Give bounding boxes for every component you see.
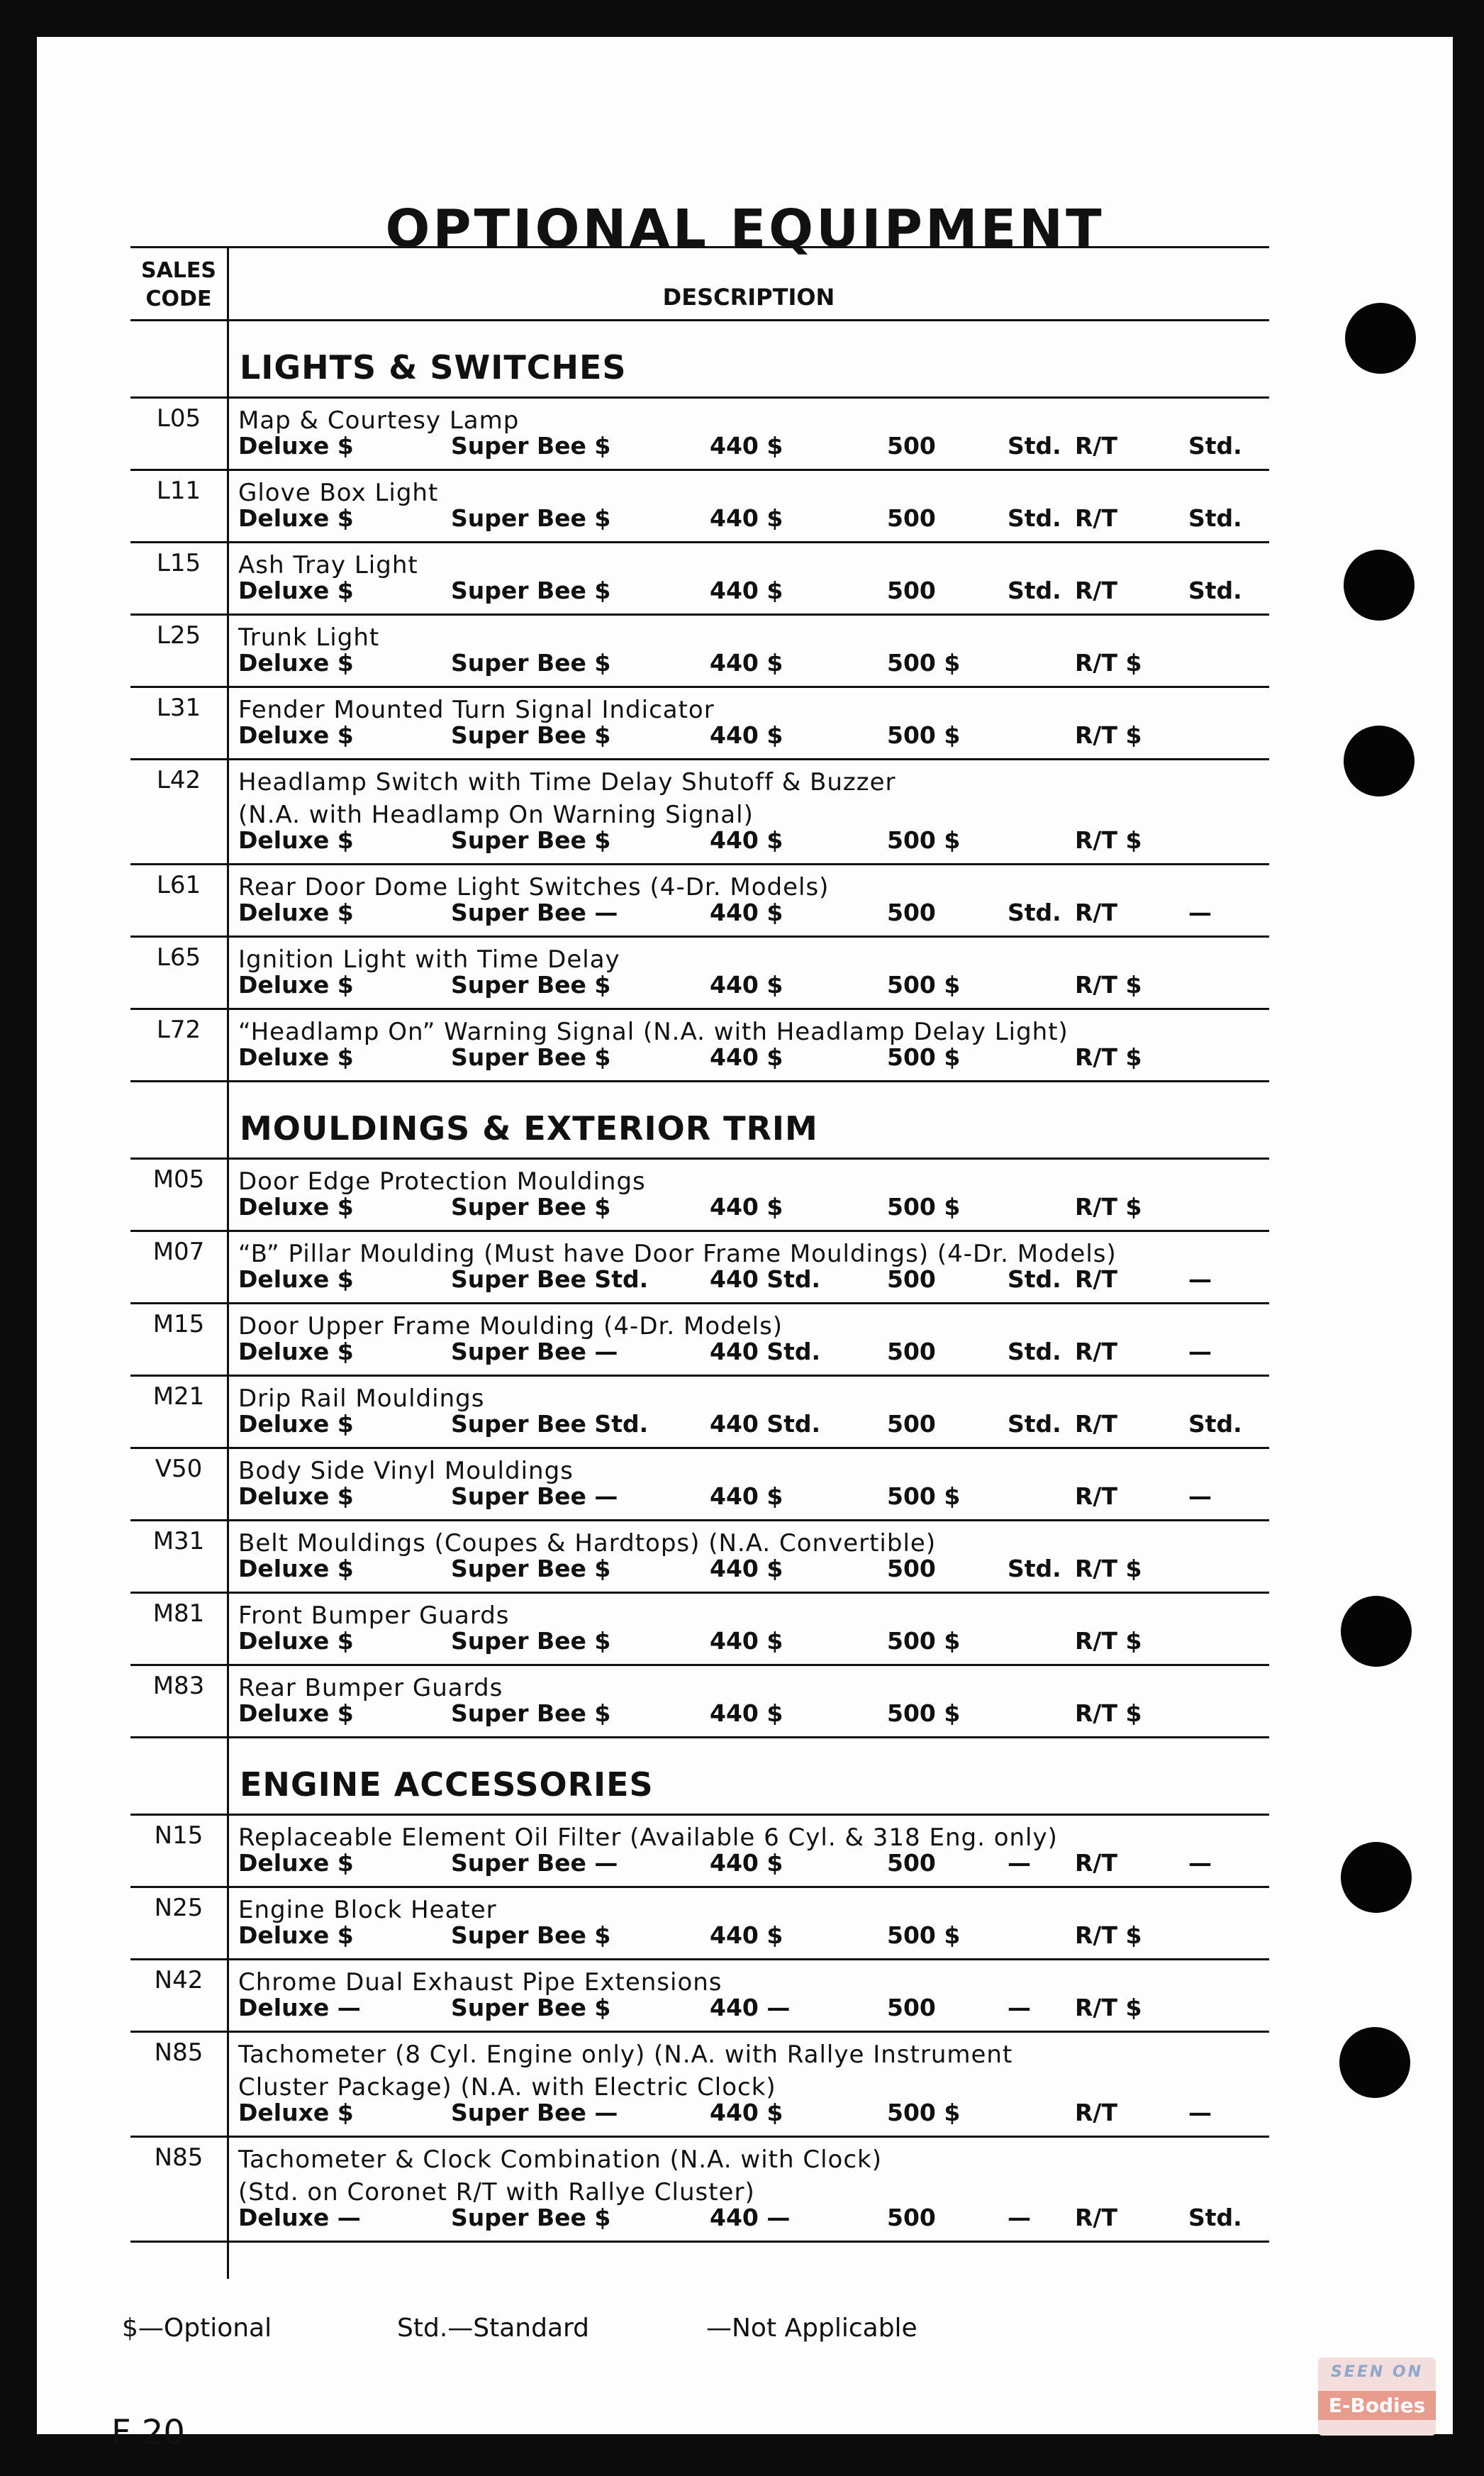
availability-std: Std. xyxy=(1008,1555,1061,1582)
sales-code: N25 xyxy=(154,1894,203,1922)
table-row xyxy=(130,2138,1269,2243)
availability-row xyxy=(238,721,1269,754)
item-description xyxy=(238,766,1262,831)
section-header xyxy=(130,321,1269,399)
table-row xyxy=(130,1594,1269,1666)
availability-rt: R/T $ xyxy=(1075,826,1142,854)
description-line: Trunk Light xyxy=(238,623,380,652)
availability-500: 500 xyxy=(887,1410,936,1438)
availability-last: — xyxy=(1188,2099,1212,2126)
description-line: Fender Mounted Turn Signal Indicator xyxy=(238,696,715,724)
description-line: Tachometer (8 Cyl. Engine only) (N.A. with Rallye Instrument xyxy=(238,2041,1013,2069)
table-row xyxy=(130,1377,1269,1449)
table-header xyxy=(130,246,1269,321)
description-line: Cluster Package) (N.A. with Electric Clock) xyxy=(238,2073,776,2102)
description-line: Glove Box Light xyxy=(238,479,439,507)
availability-440: 440 $ xyxy=(710,577,783,604)
availability-440: 440 $ xyxy=(710,1699,783,1727)
availability-row xyxy=(238,1921,1269,1954)
availability-last: — xyxy=(1188,899,1212,926)
table-row xyxy=(130,1960,1269,2033)
availability-440: 440 $ xyxy=(710,721,783,749)
availability-rt: R/T $ xyxy=(1075,1193,1142,1221)
section-title: ENGINE ACCESSORIES xyxy=(240,1765,654,1804)
availability-super-bee: Super Bee $ xyxy=(451,1921,611,1949)
availability-rt: R/T $ xyxy=(1075,971,1142,999)
description-line: Headlamp Switch with Time Delay Shutoff & Buzzer xyxy=(238,768,896,796)
watermark-logo xyxy=(1318,2358,1436,2436)
availability-440: 440 $ xyxy=(710,899,783,926)
availability-row xyxy=(238,649,1269,682)
availability-500: 500 xyxy=(887,1994,936,2021)
availability-500: 500 $ xyxy=(887,1043,961,1071)
description-header: DESCRIPTION xyxy=(662,284,835,311)
availability-row xyxy=(238,899,1269,931)
availability-row xyxy=(238,1994,1269,2026)
availability-rt: R/T $ xyxy=(1075,649,1142,677)
availability-440: 440 — xyxy=(710,1994,791,2021)
table-row xyxy=(130,865,1269,938)
availability-440: 440 Std. xyxy=(710,1410,821,1438)
availability-deluxe: Deluxe $ xyxy=(238,1410,354,1438)
availability-super-bee: Super Bee — xyxy=(451,1482,618,1510)
availability-deluxe: Deluxe $ xyxy=(238,1482,354,1510)
section-header xyxy=(130,1082,1269,1160)
sales-code: M21 xyxy=(152,1382,205,1411)
availability-500: 500 $ xyxy=(887,649,961,677)
availability-last: Std. xyxy=(1188,1410,1242,1438)
availability-super-bee: Super Bee — xyxy=(451,899,618,926)
availability-deluxe: Deluxe $ xyxy=(238,1043,354,1071)
availability-deluxe: Deluxe $ xyxy=(238,899,354,926)
availability-500: 500 $ xyxy=(887,1699,961,1727)
availability-row xyxy=(238,577,1269,609)
availability-row xyxy=(238,1338,1269,1370)
availability-super-bee: Super Bee $ xyxy=(451,2204,611,2231)
sales-code: L42 xyxy=(156,766,201,794)
legend-optional: $—Optional xyxy=(122,2314,272,2343)
sales-code: N15 xyxy=(154,1821,203,1850)
availability-deluxe: Deluxe — xyxy=(238,1994,361,2021)
availability-std: Std. xyxy=(1008,1338,1061,1365)
availability-rt: R/T xyxy=(1075,899,1117,926)
table-row xyxy=(130,688,1269,760)
table-row xyxy=(130,2033,1269,2138)
table-row xyxy=(130,1232,1269,1304)
item-description xyxy=(238,2038,1262,2104)
availability-440: 440 $ xyxy=(710,1043,783,1071)
description-line: (N.A. with Headlamp On Warning Signal) xyxy=(238,801,754,829)
availability-row xyxy=(238,432,1269,465)
sales-code: L25 xyxy=(156,621,201,650)
availability-rt: R/T xyxy=(1075,1849,1117,1877)
availability-deluxe: Deluxe $ xyxy=(238,1193,354,1221)
availability-row xyxy=(238,1193,1269,1226)
availability-deluxe: Deluxe $ xyxy=(238,721,354,749)
availability-super-bee: Super Bee Std. xyxy=(451,1265,649,1293)
availability-440: 440 $ xyxy=(710,826,783,854)
sales-code: M31 xyxy=(152,1527,205,1555)
availability-deluxe: Deluxe $ xyxy=(238,1699,354,1727)
availability-last: — xyxy=(1188,1265,1212,1293)
availability-rt: R/T $ xyxy=(1075,721,1142,749)
availability-rt: R/T $ xyxy=(1075,1043,1142,1071)
description-line: Chrome Dual Exhaust Pipe Extensions xyxy=(238,1968,723,1997)
description-line: Engine Block Heater xyxy=(238,1896,497,1924)
description-line: Drip Rail Mouldings xyxy=(238,1384,485,1413)
sales-code: N85 xyxy=(154,2038,203,2067)
description-line: Body Side Vinyl Mouldings xyxy=(238,1457,574,1485)
description-line: Belt Mouldings (Coupes & Hardtops) (N.A. Convertible) xyxy=(238,1529,937,1558)
availability-super-bee: Super Bee Std. xyxy=(451,1410,649,1438)
availability-last: Std. xyxy=(1188,577,1242,604)
availability-row xyxy=(238,1482,1269,1515)
availability-super-bee: Super Bee $ xyxy=(451,649,611,677)
legend-standard: Std.—Standard xyxy=(397,2314,590,2343)
sales-code: N42 xyxy=(154,1966,203,1994)
availability-500: 500 $ xyxy=(887,2099,961,2126)
availability-std: Std. xyxy=(1008,504,1061,532)
binder-hole xyxy=(1341,1842,1412,1913)
binder-hole xyxy=(1341,1596,1412,1667)
sales-code: M07 xyxy=(152,1238,205,1266)
availability-super-bee: Super Bee $ xyxy=(451,432,611,460)
document-page xyxy=(37,37,1453,2453)
availability-super-bee: Super Bee $ xyxy=(451,577,611,604)
binder-hole xyxy=(1344,726,1415,796)
section-title: MOULDINGS & EXTERIOR TRIM xyxy=(240,1109,818,1148)
availability-440: 440 $ xyxy=(710,1482,783,1510)
table-row xyxy=(130,1010,1269,1082)
availability-super-bee: Super Bee — xyxy=(451,2099,618,2126)
availability-rt: R/T $ xyxy=(1075,1627,1142,1655)
availability-deluxe: Deluxe $ xyxy=(238,577,354,604)
availability-deluxe: Deluxe $ xyxy=(238,504,354,532)
binder-hole xyxy=(1339,2027,1410,2098)
description-line: Rear Door Dome Light Switches (4-Dr. Models) xyxy=(238,873,830,901)
description-line: (Std. on Coronet R/T with Rallye Cluster) xyxy=(238,2178,755,2206)
description-line: Map & Courtesy Lamp xyxy=(238,406,520,435)
availability-rt: R/T xyxy=(1075,504,1117,532)
section-header xyxy=(130,1738,1269,1816)
sales-code: N85 xyxy=(154,2143,203,2172)
availability-super-bee: Super Bee $ xyxy=(451,1193,611,1221)
availability-super-bee: Super Bee $ xyxy=(451,1043,611,1071)
description-line: Front Bumper Guards xyxy=(238,1601,510,1630)
availability-std: Std. xyxy=(1008,577,1061,604)
availability-row xyxy=(238,1627,1269,1660)
binder-hole xyxy=(1345,303,1416,374)
availability-std: Std. xyxy=(1008,899,1061,926)
table-row xyxy=(130,1304,1269,1377)
sales-code: M05 xyxy=(152,1165,205,1194)
availability-row xyxy=(238,2204,1269,2236)
table-row xyxy=(130,1449,1269,1521)
table-row xyxy=(130,1816,1269,1888)
availability-deluxe: Deluxe $ xyxy=(238,2099,354,2126)
availability-super-bee: Super Bee $ xyxy=(451,1699,611,1727)
description-line: Tachometer & Clock Combination (N.A. with Clock) xyxy=(238,2145,882,2174)
availability-rt: R/T xyxy=(1075,1338,1117,1365)
availability-super-bee: Super Bee — xyxy=(451,1849,618,1877)
availability-super-bee: Super Bee — xyxy=(451,1338,618,1365)
availability-rt: R/T $ xyxy=(1075,1555,1142,1582)
availability-rt: R/T xyxy=(1075,2204,1117,2231)
availability-row xyxy=(238,1849,1269,1882)
table-row xyxy=(130,1521,1269,1594)
availability-super-bee: Super Bee $ xyxy=(451,971,611,999)
availability-500: 500 $ xyxy=(887,1921,961,1949)
description-line: Door Edge Protection Mouldings xyxy=(238,1167,646,1196)
availability-std: — xyxy=(1008,1994,1031,2021)
availability-std: Std. xyxy=(1008,1410,1061,1438)
availability-row xyxy=(238,1043,1269,1076)
availability-last: Std. xyxy=(1188,504,1242,532)
availability-last: — xyxy=(1188,1338,1212,1365)
availability-rt: R/T xyxy=(1075,1410,1117,1438)
availability-deluxe: Deluxe $ xyxy=(238,1338,354,1365)
availability-row xyxy=(238,1410,1269,1443)
availability-deluxe: Deluxe $ xyxy=(238,1627,354,1655)
availability-deluxe: Deluxe $ xyxy=(238,971,354,999)
availability-row xyxy=(238,1555,1269,1587)
description-line: “Headlamp On” Warning Signal (N.A. with Headlamp Delay Light) xyxy=(238,1018,1069,1046)
availability-row xyxy=(238,2099,1269,2131)
availability-deluxe: Deluxe $ xyxy=(238,1849,354,1877)
availability-deluxe: Deluxe $ xyxy=(238,1265,354,1293)
availability-440: 440 $ xyxy=(710,649,783,677)
availability-super-bee: Super Bee $ xyxy=(451,1994,611,2021)
description-line: Ash Tray Light xyxy=(238,551,418,579)
availability-deluxe: Deluxe $ xyxy=(238,1921,354,1949)
availability-rt: R/T $ xyxy=(1075,1699,1142,1727)
description-line: “B” Pillar Moulding (Must have Door Frame Mouldings) (4-Dr. Models) xyxy=(238,1240,1117,1268)
sales-code: M15 xyxy=(152,1310,205,1338)
table-row xyxy=(130,938,1269,1010)
availability-last: Std. xyxy=(1188,2204,1242,2231)
availability-super-bee: Super Bee $ xyxy=(451,1627,611,1655)
availability-last: — xyxy=(1188,1482,1212,1510)
availability-440: 440 $ xyxy=(710,971,783,999)
description-line: Rear Bumper Guards xyxy=(238,1674,503,1702)
sales-code: M83 xyxy=(152,1672,205,1700)
watermark-line1: SEEN ON xyxy=(1330,2363,1424,2381)
availability-deluxe: Deluxe $ xyxy=(238,826,354,854)
availability-500: 500 $ xyxy=(887,721,961,749)
availability-row xyxy=(238,504,1269,537)
availability-row xyxy=(238,971,1269,1004)
sales-code: L31 xyxy=(156,694,201,722)
table-row xyxy=(130,399,1269,471)
table-body xyxy=(130,321,1269,2243)
availability-super-bee: Super Bee $ xyxy=(451,826,611,854)
sales-code: L15 xyxy=(156,549,201,577)
table-row xyxy=(130,1666,1269,1738)
availability-440: 440 $ xyxy=(710,432,783,460)
sales-code: M81 xyxy=(152,1599,205,1628)
availability-last: — xyxy=(1188,1849,1212,1877)
availability-rt: R/T xyxy=(1075,2099,1117,2126)
availability-super-bee: Super Bee $ xyxy=(451,1555,611,1582)
availability-std: Std. xyxy=(1008,1265,1061,1293)
sales-code: L65 xyxy=(156,943,201,972)
availability-440: 440 $ xyxy=(710,504,783,532)
table-row xyxy=(130,1888,1269,1960)
sales-code-header xyxy=(130,257,227,313)
availability-500: 500 $ xyxy=(887,826,961,854)
section-title: LIGHTS & SWITCHES xyxy=(240,348,627,387)
availability-rt: R/T $ xyxy=(1075,1994,1142,2021)
table-row xyxy=(130,760,1269,865)
availability-440: 440 $ xyxy=(710,1849,783,1877)
availability-deluxe: Deluxe — xyxy=(238,2204,361,2231)
availability-row xyxy=(238,826,1269,859)
sales-code: L05 xyxy=(156,404,201,433)
item-description xyxy=(238,2143,1262,2209)
description-line: Door Upper Frame Moulding (4-Dr. Models) xyxy=(238,1312,783,1340)
sales-code: L61 xyxy=(156,871,201,899)
availability-row xyxy=(238,1265,1269,1298)
table-row xyxy=(130,1160,1269,1232)
availability-500: 500 $ xyxy=(887,971,961,999)
availability-std: Std. xyxy=(1008,432,1061,460)
availability-500: 500 xyxy=(887,1338,936,1365)
availability-500: 500 xyxy=(887,1555,936,1582)
availability-rt: R/T xyxy=(1075,432,1117,460)
table-row xyxy=(130,616,1269,688)
watermark-line2: E-Bodies xyxy=(1318,2391,1436,2420)
availability-deluxe: Deluxe $ xyxy=(238,649,354,677)
description-line: Ignition Light with Time Delay xyxy=(238,945,620,974)
availability-440: 440 $ xyxy=(710,1555,783,1582)
legend-not-applicable: —Not Applicable xyxy=(706,2314,917,2343)
availability-rt: R/T $ xyxy=(1075,1921,1142,1949)
availability-super-bee: Super Bee $ xyxy=(451,504,611,532)
availability-500: 500 xyxy=(887,577,936,604)
availability-500: 500 xyxy=(887,2204,936,2231)
availability-last: Std. xyxy=(1188,432,1242,460)
availability-500: 500 $ xyxy=(887,1627,961,1655)
page-number: F 20 xyxy=(111,2413,185,2453)
availability-500: 500 xyxy=(887,899,936,926)
availability-440: 440 $ xyxy=(710,1627,783,1655)
availability-std: — xyxy=(1008,2204,1031,2231)
availability-440: 440 — xyxy=(710,2204,791,2231)
sales-code: V50 xyxy=(155,1455,203,1483)
availability-500: 500 $ xyxy=(887,1193,961,1221)
availability-rt: R/T xyxy=(1075,577,1117,604)
availability-row xyxy=(238,1699,1269,1732)
availability-deluxe: Deluxe $ xyxy=(238,1555,354,1582)
availability-super-bee: Super Bee $ xyxy=(451,721,611,749)
sales-code: L72 xyxy=(156,1016,201,1044)
page-title: OPTIONAL EQUIPMENT xyxy=(385,199,1105,260)
binder-hole xyxy=(1344,550,1415,621)
availability-440: 440 Std. xyxy=(710,1338,821,1365)
sales-code: L11 xyxy=(156,477,201,505)
availability-500: 500 xyxy=(887,432,936,460)
availability-500: 500 xyxy=(887,1849,936,1877)
availability-deluxe: Deluxe $ xyxy=(238,432,354,460)
equipment-table xyxy=(130,246,1269,2243)
availability-440: 440 Std. xyxy=(710,1265,821,1293)
availability-500: 500 $ xyxy=(887,1482,961,1510)
table-row xyxy=(130,471,1269,543)
availability-440: 440 $ xyxy=(710,1193,783,1221)
availability-500: 500 xyxy=(887,1265,936,1293)
availability-rt: R/T xyxy=(1075,1265,1117,1293)
table-row xyxy=(130,543,1269,616)
availability-rt: R/T xyxy=(1075,1482,1117,1510)
availability-500: 500 xyxy=(887,504,936,532)
availability-440: 440 $ xyxy=(710,1921,783,1949)
availability-440: 440 $ xyxy=(710,2099,783,2126)
sales-code-header-text: SALES CODE xyxy=(140,258,217,311)
description-line: Replaceable Element Oil Filter (Available 6 Cyl. & 318 Eng. only) xyxy=(238,1823,1058,1852)
availability-std: — xyxy=(1008,1849,1031,1877)
